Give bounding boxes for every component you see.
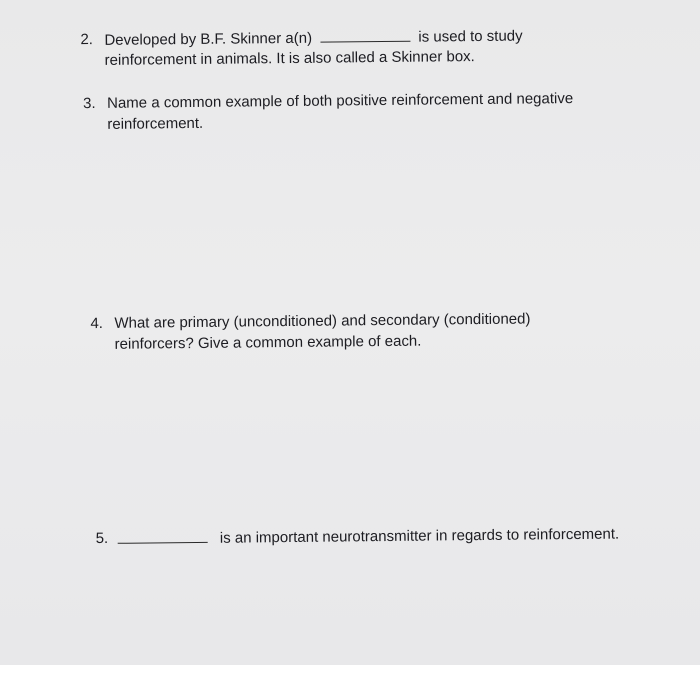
question-text: Developed by B.F. Skinner a(n) <box>104 29 313 49</box>
question-line: reinforcers? Give a common example of each. <box>114 332 422 353</box>
answer-blank[interactable] <box>118 528 208 544</box>
question-number: 3. <box>83 95 96 113</box>
question-line: reinforcement. <box>107 114 204 133</box>
question-number: 2. <box>80 31 94 49</box>
question-3 <box>83 88 623 138</box>
question-number: 4. <box>90 314 103 333</box>
question-5 <box>96 523 656 551</box>
question-line: What are primary (unconditioned) and secondary (conditioned) <box>114 310 531 332</box>
question-number: 5. <box>95 529 109 548</box>
question-line: Name a common example of both positive reinforcement and negative <box>106 90 574 112</box>
question-text: is an important neurotransmitter in regards to reinforcement. <box>219 525 620 547</box>
question-text: is used to study <box>418 27 523 46</box>
answer-blank[interactable] <box>320 27 410 43</box>
question-4 <box>90 309 570 358</box>
question-2 <box>80 25 560 74</box>
bottom-margin <box>0 665 700 679</box>
question-line <box>118 524 620 550</box>
question-line: reinforcement in animals. It is also called a Skinner box. <box>104 48 475 69</box>
